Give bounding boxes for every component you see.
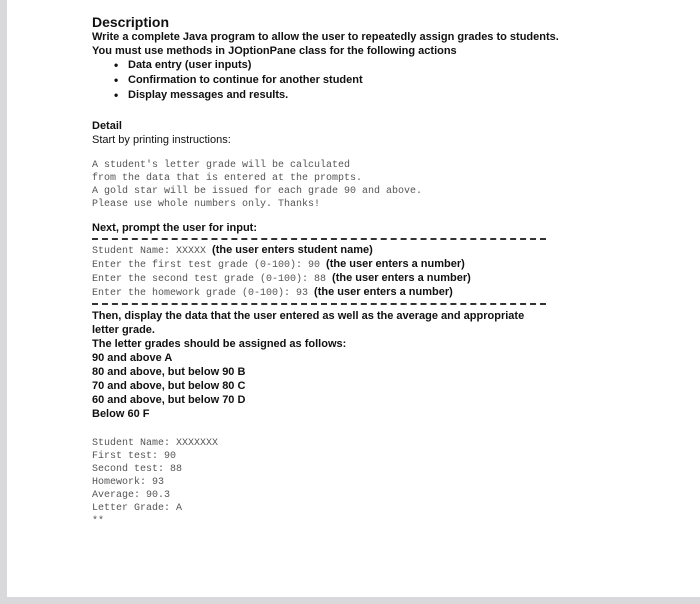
output-line: Letter Grade: A — [92, 503, 183, 514]
dashed-divider — [92, 238, 546, 240]
prompt-line — [92, 272, 652, 286]
grade-rule: 60 and above, but below 70 D — [92, 394, 246, 406]
output-line: Average: 90.3 — [92, 490, 171, 501]
output-line: First test: 90 — [92, 451, 177, 462]
output-line: Student Name: XXXXXXX — [92, 438, 219, 449]
description-line-2: You must use methods in JOptionPane class for the following actions — [92, 45, 457, 57]
description-heading: Description — [92, 14, 170, 30]
display-line-1: Then, display the data that the user entered as well as the average and appropriate — [92, 310, 525, 322]
grade-rule: Below 60 F — [92, 408, 150, 420]
bullet-item — [114, 73, 652, 88]
bullet-icon: • — [114, 88, 119, 102]
display-line-2: letter grade. — [92, 324, 155, 336]
description-line-1: Write a complete Java program to allow the user to repeatedly assign grades to students. — [92, 31, 559, 43]
grade-rule: 80 and above, but below 90 B — [92, 366, 246, 378]
bullet-text: Data entry (user inputs) — [128, 59, 252, 71]
prompt-code: Enter the homework grade (0-100): 93 — [92, 288, 315, 299]
frame-bottom-border — [0, 597, 700, 604]
bullet-icon: • — [114, 73, 119, 87]
instruction-line: A student's letter grade will be calculated — [92, 160, 351, 171]
output-line: Homework: 93 — [92, 477, 165, 488]
instruction-line: Please use whole numbers only. Thanks! — [92, 199, 321, 210]
prompt-note: (the user enters a number) — [326, 258, 465, 270]
bullet-text: Confirmation to continue for another student — [128, 74, 363, 86]
prompt-line — [92, 258, 652, 272]
prompt-note: (the user enters a number) — [314, 286, 453, 298]
detail-heading: Detail — [92, 120, 122, 132]
frame-left-border — [0, 0, 7, 604]
prompt-code: Student Name: XXXXX — [92, 246, 213, 257]
prompt-code: Enter the first test grade (0-100): 90 — [92, 260, 327, 271]
description-bullet-list — [92, 58, 652, 103]
bullet-item — [114, 58, 652, 73]
document-page — [92, 14, 652, 528]
grade-rule: 70 and above, but below 80 C — [92, 380, 246, 392]
output-line: Second test: 88 — [92, 464, 183, 475]
prompt-note: (the user enters a number) — [332, 272, 471, 284]
output-line: ** — [92, 516, 105, 527]
instruction-line: A gold star will be issued for each grade 90 and above. — [92, 186, 423, 197]
display-line-3: The letter grades should be assigned as follows: — [92, 338, 347, 350]
dashed-divider — [92, 303, 546, 305]
bullet-icon: • — [114, 58, 119, 72]
bullet-text: Display messages and results. — [128, 89, 289, 101]
instruction-line: from the data that is entered at the prompts. — [92, 173, 363, 184]
bullet-item — [114, 88, 652, 103]
prompt-heading: Next, prompt the user for input: — [92, 222, 257, 234]
detail-intro: Start by printing instructions: — [92, 134, 231, 146]
grade-rule: 90 and above A — [92, 352, 173, 364]
prompt-code: Enter the second test grade (0-100): 88 — [92, 274, 333, 285]
prompt-line — [92, 286, 652, 300]
prompt-line — [92, 244, 652, 258]
prompt-note: (the user enters student name) — [212, 244, 373, 256]
